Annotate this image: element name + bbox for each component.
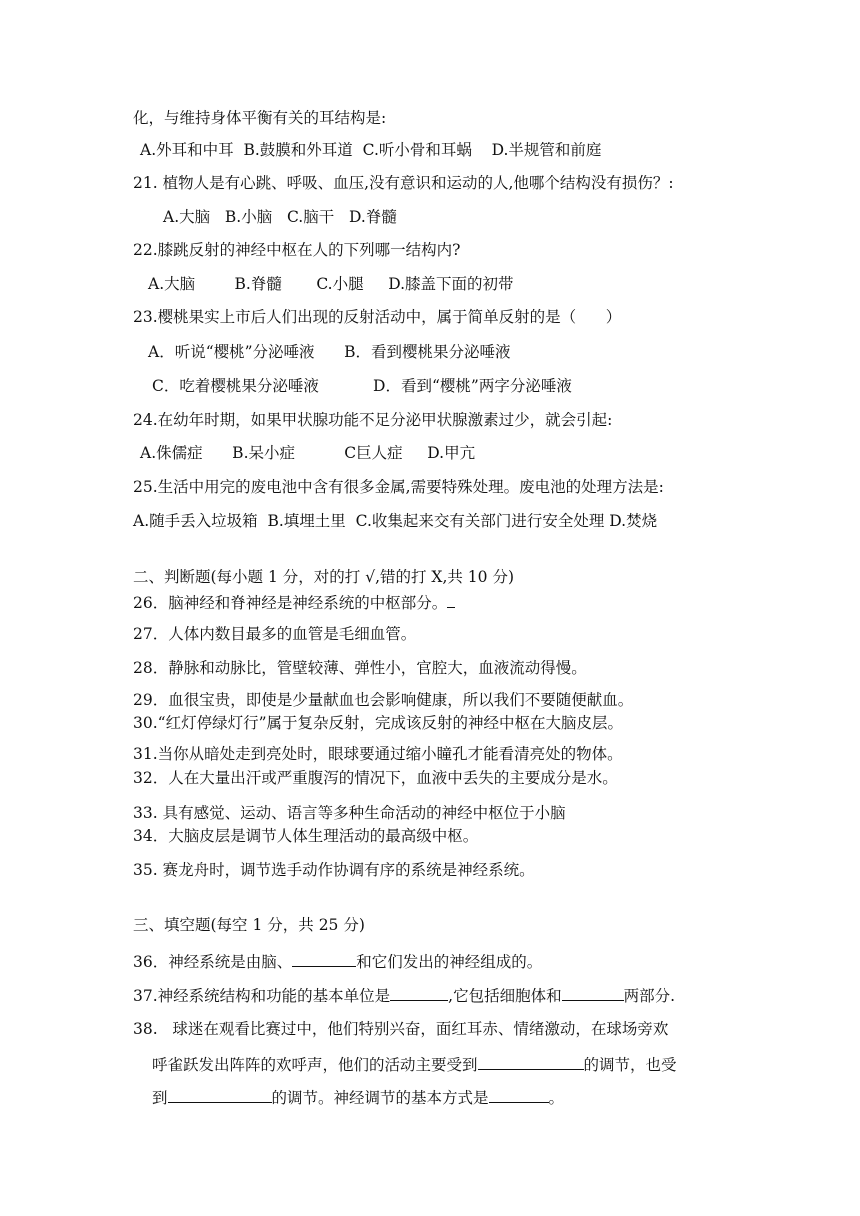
q38-blank-1 <box>478 1053 584 1070</box>
q38-blank-3 <box>489 1086 549 1103</box>
q29: 29．血很宝贵，即使是少量献血也会影响健康，所以我们不要随便献血。 <box>133 691 634 709</box>
q37-text-2: ,它包括细胞体和 <box>448 987 562 1005</box>
q33: 33. 具有感觉、运动、语言等多种生命活动的神经中枢位于小脑 <box>133 804 566 822</box>
q37 <box>133 984 675 1006</box>
q21-options: A.大脑 B.小脑 C.脑干 D.脊髓 <box>163 208 397 226</box>
q26-blank <box>447 591 455 608</box>
q35: 35. 赛龙舟时，调节选手动作协调有序的系统是神经系统。 <box>133 861 535 879</box>
section-two-heading: 二、判断题(每小题 1 分，对的打 √,错的打 X,共 10 分) <box>133 568 515 586</box>
q38-line-1: 38. 球迷在观看比赛过中，他们特别兴奋，面红耳赤、情绪激动，在球场旁欢 <box>133 1020 669 1038</box>
q27: 27．人体内数目最多的血管是毛细血管。 <box>133 625 417 643</box>
q25-stem: 25.生活中用完的废电池中含有很多金属,需要特殊处理。废电池的处理方法是: <box>133 478 664 496</box>
q38-text-2: 的调节，也受 <box>583 1056 677 1074</box>
q32: 32．人在大量出汗或严重腹泻的情况下，血液中丢失的主要成分是水。 <box>133 769 618 787</box>
q22-stem: 22.膝跳反射的神经中枢在人的下列哪一结构内? <box>133 241 461 259</box>
q38-text-1: 呼雀跃发出阵阵的欢呼声，他们的活动主要受到 <box>152 1056 478 1074</box>
q23-options-ab: A．听说“樱桃”分泌唾液 B．看到樱桃果分泌唾液 <box>148 343 511 361</box>
q28: 28．静脉和动脉比，管壁较薄、弹性小，官腔大，血液流动得慢。 <box>133 659 587 677</box>
q38-text-4: 的调节。神经调节的基本方式是 <box>271 1089 489 1107</box>
q34: 34．大脑皮层是调节人体生理活动的最高级中枢。 <box>133 827 479 845</box>
q38-text-3: 到 <box>152 1089 168 1107</box>
q26-text: 26．脑神经和脊神经是神经系统的中枢部分。 <box>133 594 448 612</box>
section-three-heading: 三、填空题(每空 1 分，共 25 分) <box>133 916 365 934</box>
q20-options: A.外耳和中耳 B.鼓膜和外耳道 C.听小骨和耳蜗 D.半规管和前庭 <box>140 141 602 159</box>
q37-blank-2 <box>562 984 624 1001</box>
q38-text-5: 。 <box>548 1089 565 1107</box>
q24-stem: 24.在幼年时期，如果甲状腺功能不足分泌甲状腺激素过少，就会引起: <box>133 411 613 429</box>
q36-blank <box>292 950 356 967</box>
q31: 31.当你从暗处走到亮处时，眼球要通过缩小瞳孔才能看清亮处的物体。 <box>133 745 623 763</box>
q38-line-3 <box>152 1086 564 1108</box>
q37-text-3: 两部分. <box>623 987 676 1005</box>
q23-options-cd: C．吃着樱桃果分泌唾液 D．看到“樱桃”两字分泌唾液 <box>152 377 572 395</box>
q36-text-2: 和它们发出的神经组成的。 <box>356 953 543 971</box>
q23-stem: 23.樱桃果实上市后人们出现的反射活动中，属于简单反射的是（ ） <box>133 308 622 326</box>
q22-options: A.大脑 B.脊髓 C.小腿 D.膝盖下面的初带 <box>148 275 514 293</box>
q30: 30.“红灯停绿灯行”属于复杂反射，完成该反射的神经中枢在大脑皮层。 <box>133 714 624 732</box>
q38-blank-2 <box>168 1086 272 1103</box>
q38-line-2 <box>152 1053 677 1075</box>
q20-stem-tail: 化，与维持身体平衡有关的耳结构是: <box>133 109 387 127</box>
q36-text-1: 36．神经系统是由脑、 <box>133 953 293 971</box>
q36 <box>133 950 542 972</box>
q21-stem: 21. 植物人是有心跳、呼吸、血压,没有意识和运动的人,他哪个结构没有损伤？: <box>133 174 674 192</box>
q37-blank-1 <box>390 984 448 1001</box>
q24-options: A.侏儒症 B.呆小症 C巨人症 D.甲亢 <box>140 444 476 462</box>
q26 <box>133 591 455 613</box>
q25-options: A.随手丢入垃圾箱 B.填埋土里 C.收集起来交有关部门进行安全处理 D.焚烧 <box>133 512 658 530</box>
q37-text-1: 37.神经系统结构和功能的基本单位是 <box>133 987 391 1005</box>
